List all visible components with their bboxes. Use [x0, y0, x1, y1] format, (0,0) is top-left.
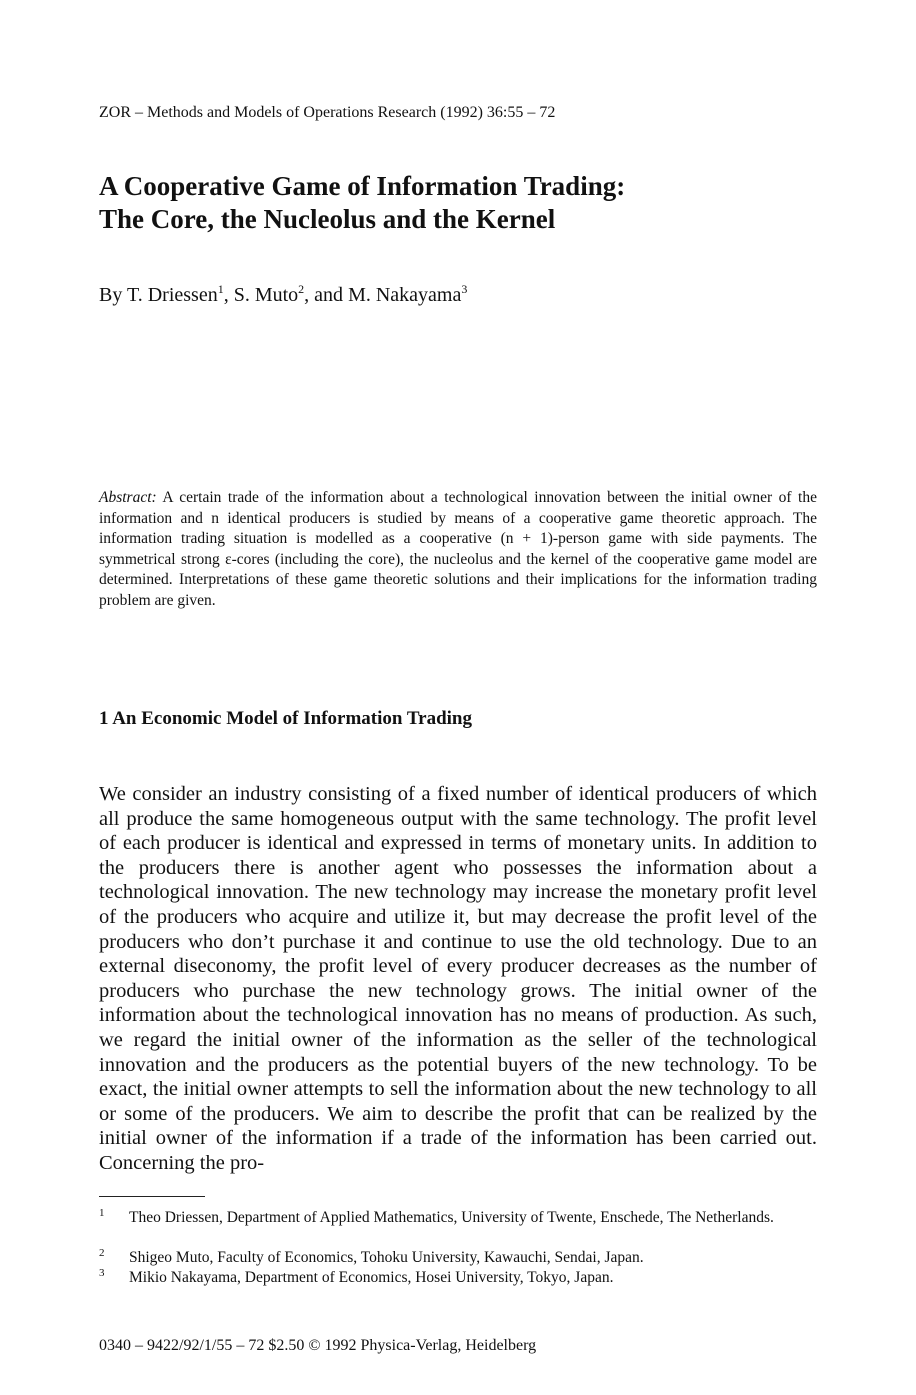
footnote-mark-3: 3 [461, 282, 468, 296]
abstract [99, 488, 817, 611]
footnote-mark-1: 1 [217, 282, 224, 296]
abstract-label: Abstract: [99, 489, 157, 506]
footnote-divider [99, 1196, 205, 1197]
footnote-3 [99, 1268, 817, 1287]
footnote-text: Theo Driessen, Department of Applied Mathematics, University of Twente, Enschede, The Netherlands. [129, 1209, 774, 1226]
authors-separator: , [223, 284, 234, 306]
footnote-number: 3 [99, 1267, 105, 1279]
footnote-text: Mikio Nakayama, Department of Economics, Hosei University, Tokyo, Japan. [129, 1269, 614, 1286]
footnote-mark-2: 2 [298, 282, 305, 296]
title-line-1: A Cooperative Game of Information Trading: [99, 171, 626, 201]
author-list [99, 284, 467, 307]
footnote-2 [99, 1248, 817, 1267]
abstract-text: A certain trade of the information about a technological innovation between the initial owner of the information and n identical producers is studied by means of a cooperative game theoretic approach. The information trading situation is modelled as a cooperative (n + 1)-person game with side payments. The symmetrical strong ε-cores (including the core), the nucleolus and the kernel of the cooperative game model are determined. Interpretations of these game theoretic solutions and their implications for the information trading problem are given. [99, 489, 817, 609]
body-paragraph: We consider an industry consisting of a fixed number of identical producers of which all produce the same homogeneous output with the same technology. The profit level of each producer is identical and expressed in terms of monetary units. In addition to the producers there is another agent who possesses the information about a technological innovation. The new technology may increase the monetary profit level of the producers who acquire and utilize it, but may decrease the profit level of the producers who don’t purchase it and continue to use the old technology. Due to an external diseconomy, the profit level of every producer decreases as the number of producers who purchase the new technology grows. The initial owner of the information about the technological innovation has no means of production. As such, we regard the initial owner of the information as the seller of the technological innovation and the producers as the potential buyers of the new technology. To be exact, the initial owner attempts to sell the information about the new technology to all or some of the producers. We aim to describe the profit that can be realized by the initial owner of the information if a trade of the information has been carried out. Concerning the pro- [99, 783, 817, 1174]
author-nakayama: M. Nakayama [348, 284, 462, 306]
footnote-number: 1 [99, 1207, 105, 1219]
footnote-1 [99, 1208, 817, 1227]
paper-title [99, 170, 625, 236]
footnote-text: Shigeo Muto, Faculty of Economics, Tohoku University, Kawauchi, Sendai, Japan. [129, 1249, 644, 1266]
author-driessen: T. Driessen [126, 284, 218, 306]
section-heading: 1 An Economic Model of Information Trading [99, 708, 472, 729]
author-muto: S. Muto [233, 284, 299, 306]
authors-prefix: By [99, 284, 127, 306]
copyright-line: 0340 – 9422/92/1/55 – 72 $2.50 © 1992 Physica-Verlag, Heidelberg [99, 1337, 537, 1354]
journal-header: ZOR – Methods and Models of Operations Research (1992) 36:55 – 72 [99, 104, 556, 121]
authors-separator: , and [304, 284, 349, 306]
title-line-2: The Core, the Nucleolus and the Kernel [99, 204, 556, 234]
footnote-number: 2 [99, 1247, 105, 1259]
